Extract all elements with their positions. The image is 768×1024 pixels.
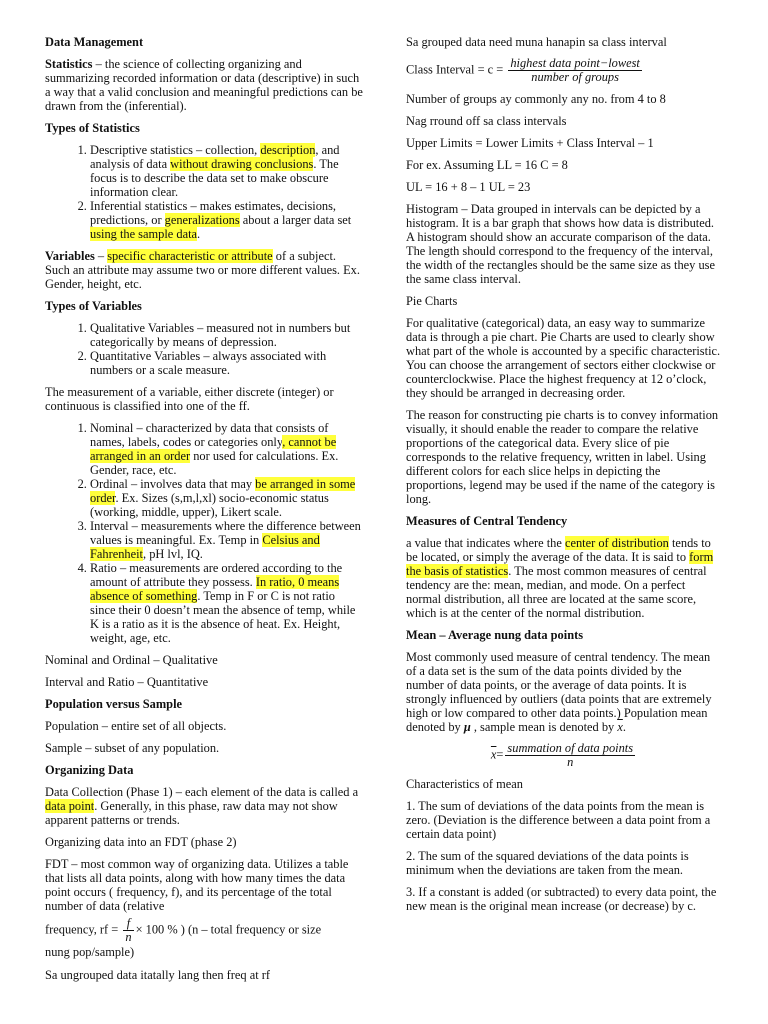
list-item: 2. Quantitative Variables – always associated with numbers or a scale measure.: [90, 349, 363, 377]
organizing-data-heading: Organizing Data: [45, 763, 134, 777]
list-item: 1. Qualitative Variables – measured not in numbers but categorically by means of depression.: [90, 321, 363, 349]
histogram-paragraph: Histogram – Data grouped in intervals can be depicted by a histogram. It is a bar graph that shows how data is distributed. A histogram should show an accurate comparison of the data. The length should correspond to the frequency of the interval, the width of the rectangles should be the same size as they use the same class interval.: [406, 202, 715, 286]
variable-types-list: [45, 321, 363, 377]
nominal-ordinal-line: Nominal and Ordinal – Qualitative: [45, 653, 218, 667]
highlight: Celsius and Fahrenheit: [90, 533, 320, 561]
measurement-levels-list: [45, 421, 363, 645]
highlight: be arranged in some order: [90, 477, 356, 505]
highlight: data point: [45, 799, 95, 813]
interval-ratio-line: Interval and Ratio – Quantitative: [45, 675, 209, 689]
right-column: [406, 35, 722, 921]
statistics-term: Statistics: [45, 57, 93, 71]
types-of-variables-heading: Types of Variables: [45, 299, 142, 313]
highlight: In ratio, 0 means absence of something: [90, 575, 340, 603]
highlight: form the basis of statistics: [406, 550, 714, 578]
xbar-symbol: $\overline{x}$: [617, 720, 623, 734]
data-collection-paragraph: Data Collection (Phase 1) – each element of the data is called a data point. Generally, in this phase, raw data may not show apparent patterns or trends.: [45, 785, 359, 827]
pie-paragraph-1: For qualitative (categorical) data, an easy way to summarize data is through a pie chart. Pie Charts are used to clearly show what part of the whole is accounted by a specific characteristic. You can choose the arrangement of sectors either clockwise or counterclockwise. Place the highest frequency at 12 o’clock, they should be arranged in decreasing order.: [406, 316, 721, 400]
highlight: center of distribution: [564, 536, 669, 550]
relative-frequency-formula: frequency, rf = $\frac{f}{n}$ × 100 % ) (n – total frequency or size nung pop/sample): [45, 916, 322, 959]
characteristic-2: 2. The sum of the squared deviations of the data points is minimum when the deviations are taken from the mean.: [406, 849, 689, 877]
pie-paragraph-2: The reason for constructing pie charts is to convey information visually, it should enable the reader to compare the relative proportions of the categorical data. Every slice of pie corresponds to the relative frequency, written in label. Using different colors for each slice helps in depicting the proportions, legend may be used if the name of the category is long.: [406, 408, 719, 506]
list-item: 4. Ratio – measurements are ordered according to the amount of attribute they possess. In ratio, 0 means absence of something. Temp in F or C is not ratio since their 0 doesn’t mean the absence of temp, while K is a ratio as it is the absence of heat. Ex. Height, weight, age, etc.: [90, 561, 363, 645]
class-interval-fraction: $\frac{\text{highest data point−lowest}}{\text{number of groups}}$: [510, 56, 640, 84]
highlight: , cannot be arranged in an order: [90, 435, 337, 463]
pie-charts-heading: Pie Charts: [406, 294, 458, 308]
characteristic-1: 1. The sum of deviations of the data points from the mean is zero. (Deviation is the difference between a data point from a certain data point): [406, 799, 711, 841]
central-tendency-heading: Measures of Central Tendency: [406, 514, 568, 528]
round-line: Nag rround off sa class intervals: [406, 114, 567, 128]
left-column: [45, 35, 363, 990]
list-item: 2. Inferential statistics – makes estimates, decisions, predictions, or generalizations about a larger data set using the sample data.: [90, 199, 363, 241]
highlight: generalizations: [164, 213, 240, 227]
groups-line: Number of groups ay commonly any no. from 4 to 8: [406, 92, 666, 106]
example-line: For ex. Assuming LL = 16 C = 8: [406, 158, 568, 172]
ungrouped-line: Sa ungrouped data itatally lang then freq at rf: [45, 968, 271, 982]
highlight: using the sample data: [90, 227, 198, 241]
statistics-types-list: [45, 143, 363, 241]
population-line: Population – entire set of all objects.: [45, 719, 227, 733]
measurement-paragraph: The measurement of a variable, either discrete (integer) or continuous is classified into one of the ff.: [45, 385, 334, 413]
statistics-definition: Statistics – the science of collecting organizing and summarizing recorded information or data (descriptive) in such a way that a valid conclusion and meaningful predictions can be drawn from the (inferential).: [45, 57, 363, 113]
page-title: Data Management: [45, 35, 144, 49]
mean-formula: $\overline{x}=$ $\frac{\text{summation of data points}}{n}$: [490, 741, 634, 769]
rf-fraction: $\frac{f}{n}$: [125, 916, 132, 944]
fdt-definition: FDT – most common way of organizing data. Utilizes a table that lists all data points, along with how many times the data point occurs ( frequency, f), and its percentage of the total number of data (relative: [45, 857, 349, 913]
highlight: specific characteristic or attribute: [107, 249, 273, 263]
list-item: 3. Interval – measurements where the difference between values is meaningful. Ex. Temp in Celsius and Fahrenheit, pH lvl, IQ.: [90, 519, 363, 561]
fdt-phase-line: Organizing data into an FDT (phase 2): [45, 835, 237, 849]
ul-line: UL = 16 + 8 – 1 UL = 23: [406, 180, 531, 194]
characteristic-3: 3. If a constant is added (or subtracted) to every data point, the new mean is the original mean increase (or decrease) by c.: [406, 885, 717, 913]
sample-line: Sample – subset of any population.: [45, 741, 220, 755]
highlight: without drawing conclusions: [170, 157, 314, 171]
mean-paragraph: Most commonly used measure of central tendency. The mean of a data set is the sum of the data points divided by the number of data points, or the average of data points. It is strongly influenced by outliers (data points that are extremely high or low compared to other data points.) Population mean denoted by μ , sample mean is denoted by $\overline{x}$.: [406, 650, 712, 734]
characteristics-heading: Characteristics of mean: [406, 777, 523, 791]
mean-heading: Mean – Average nung data points: [406, 628, 584, 642]
variables-definition: Variables – specific characteristic or attribute of a subject. Such an attribute may assume two or more different values. Ex. Gender, height, etc.: [45, 249, 360, 291]
list-item: 1. Nominal – characterized by data that consists of names, labels, codes or categories only, cannot be arranged in an order nor used for calculations. Ex. Gender, race, etc.: [90, 421, 363, 477]
list-item: 1. Descriptive statistics – collection, description, and analysis of data without drawing conclusions. The focus is to describe the data set to make obscure information clear.: [90, 143, 363, 199]
highlight: description: [260, 143, 316, 157]
mean-fraction: $\frac{\text{summation of data points}}{n}$: [507, 741, 634, 769]
mu-symbol: μ: [463, 720, 471, 734]
types-of-statistics-heading: Types of Statistics: [45, 121, 140, 135]
population-sample-heading: Population versus Sample: [45, 697, 183, 711]
central-tendency-paragraph: a value that indicates where the center of distribution tends to be located, or simply the average of the data. It is said to form the basis of statistics. The most common measures of central tendency are the: mean, median, and mode. On a perfect normal distribution, all three are located at the same score, which is at the center of the normal distribution.: [406, 536, 714, 620]
upper-limits-line: Upper Limits = Lower Limits + Class Interval – 1: [406, 136, 654, 150]
grouped-line: Sa grouped data need muna hanapin sa class interval: [406, 35, 667, 49]
list-item: 2. Ordinal – involves data that may be arranged in some order. Ex. Sizes (s,m,l,xl) socio-economic status (working, middle, upper), Likert scale.: [90, 477, 363, 519]
class-interval-formula: Class Interval = c = $\frac{\text{highest data point−lowest}}{\text{number of groups}}$: [406, 56, 640, 84]
